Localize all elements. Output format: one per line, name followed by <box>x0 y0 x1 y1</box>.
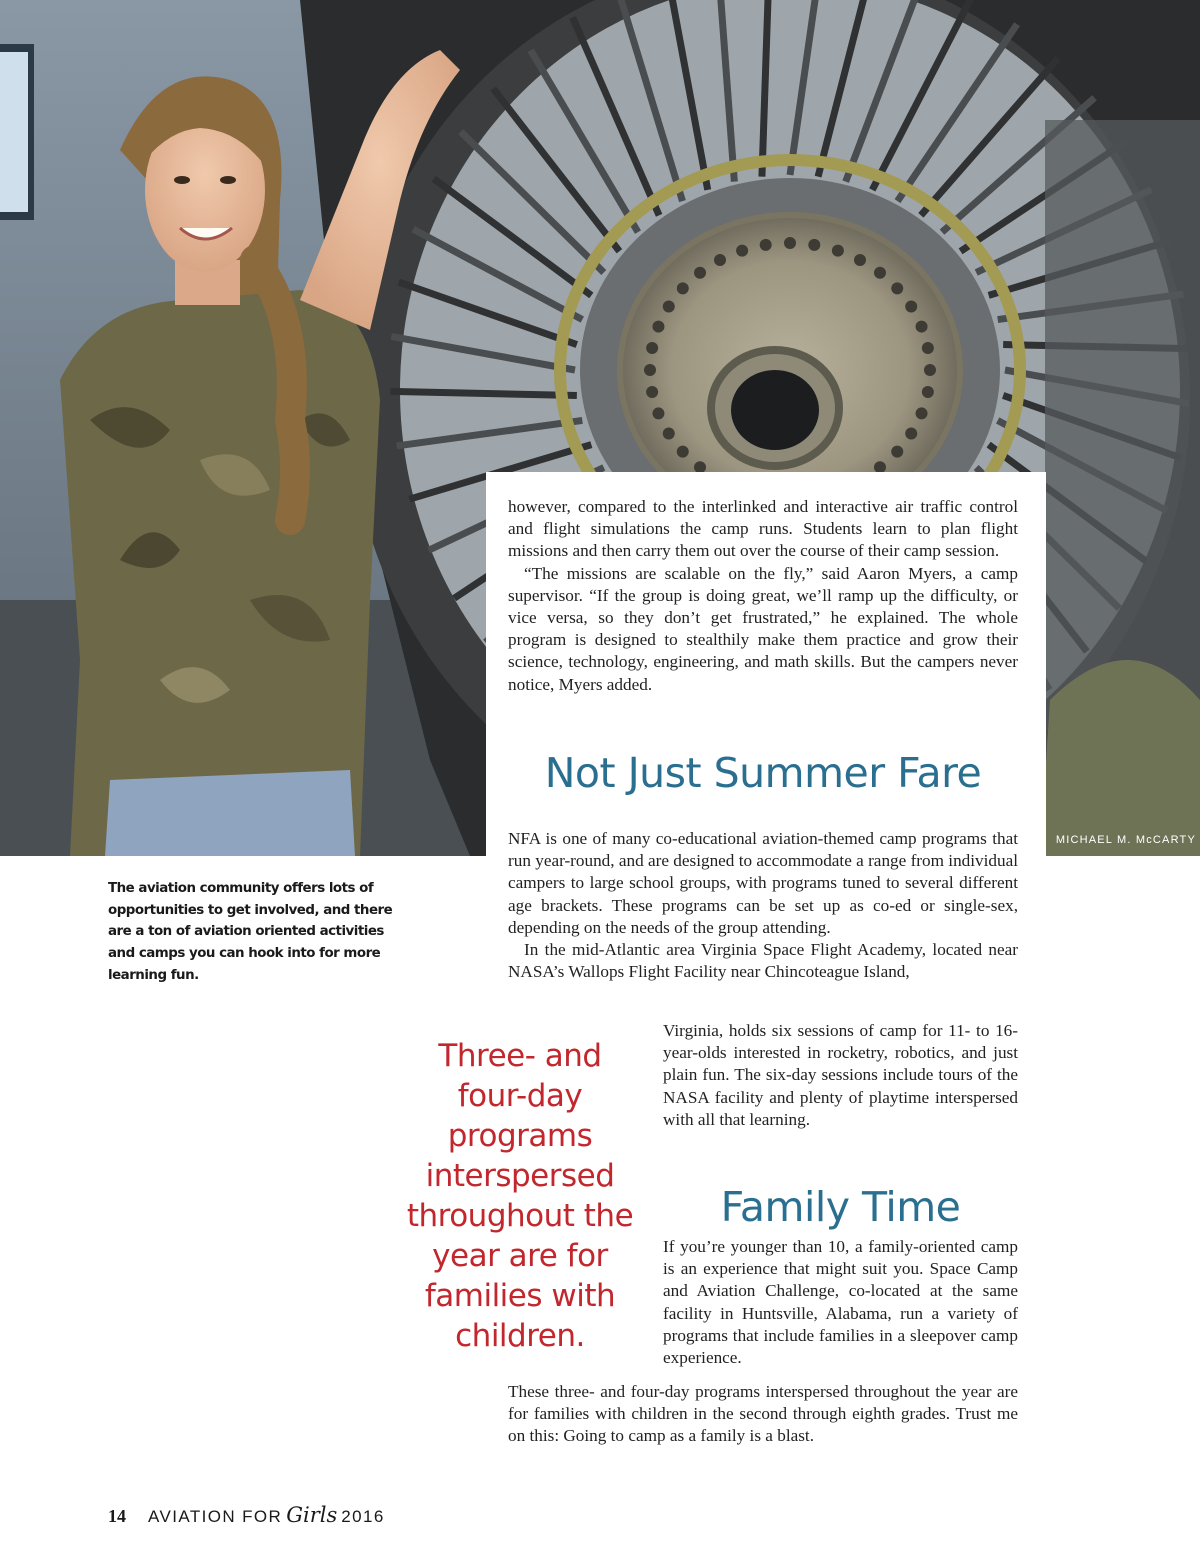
page-number: 14 <box>108 1506 126 1526</box>
article-column-bottom <box>508 1381 1018 1448</box>
article-column-family <box>663 1236 1018 1369</box>
photo-caption: The aviation community offers lots of opportunities to get involved, and there are a ton of aviation oriented activities and camps you can hook into for more learning fun. <box>108 881 393 983</box>
hub-center-hole <box>731 370 819 450</box>
paragraph: If you’re younger than 10, a family-oriented camp is an experience that might suit you. Space Camp and Aviation Challenge, co-located at the same facility in Huntsville, Alabama, run a variety of programs that include families in a sleepover camp experience. <box>663 1237 1018 1368</box>
paragraph: In the mid-Atlantic area Virginia Space Flight Academy, located near NASA’s Wallops Flight Facility near Chincoteague Island, <box>508 940 1018 982</box>
page-footer <box>108 1503 385 1533</box>
publication-year: 2016 <box>341 1507 385 1526</box>
article-column-middle <box>508 828 1018 983</box>
publication-prefix: AVIATION FOR <box>148 1507 283 1526</box>
paragraph: Virginia, holds six sessions of camp for 11- to 16-year-olds interested in rocketry, robotics, and just plain fun. The six-day sessions include tours of the NASA facility and plenty of playtime interspersed with all that learning. <box>663 1021 1018 1129</box>
paragraph: however, compared to the interlinked and interactive air traffic control and flight simulations the camp runs. Students learn to plan flight missions and then carry them out over the course of their camp session. <box>508 497 1018 561</box>
section-heading-not-just-summer-fare: Not Just Summer Fare <box>544 749 982 797</box>
paragraph: These three- and four-day programs interspersed throughout the year are for families with children in the second through eighth grades. Trust me on this: Going to camp as a family is a blast. <box>508 1382 1018 1446</box>
article-column-narrow <box>663 1020 1018 1131</box>
publication-script-title: Girls <box>286 1503 338 1527</box>
paragraph: NFA is one of many co-educational aviation-themed camp programs that run year-round, and are designed to accommodate a range from individual campers to large school groups, with programs tuned to several different age brackets. These programs can be set up as co-ed or single-sex, depending on the needs of the group attending. <box>508 829 1018 937</box>
pull-quote: Three- and four-day programs interspersed throughout the year are for families with children. <box>406 1038 634 1354</box>
photo-credit: MICHAEL M. McCARTY <box>1055 834 1196 846</box>
section-heading-family-time: Family Time <box>720 1183 961 1231</box>
paragraph: “The missions are scalable on the fly,” said Aaron Myers, a camp supervisor. “If the group is doing great, we’ll ramp up the difficulty, or vice versa, so they don’t get frustrated,” he explained. The whole program is designed to stealthily make them practice and grow their science, technology, engineering, and math skills. But the campers never notice, Myers added. <box>508 563 1018 694</box>
article-column-top <box>508 496 1018 696</box>
